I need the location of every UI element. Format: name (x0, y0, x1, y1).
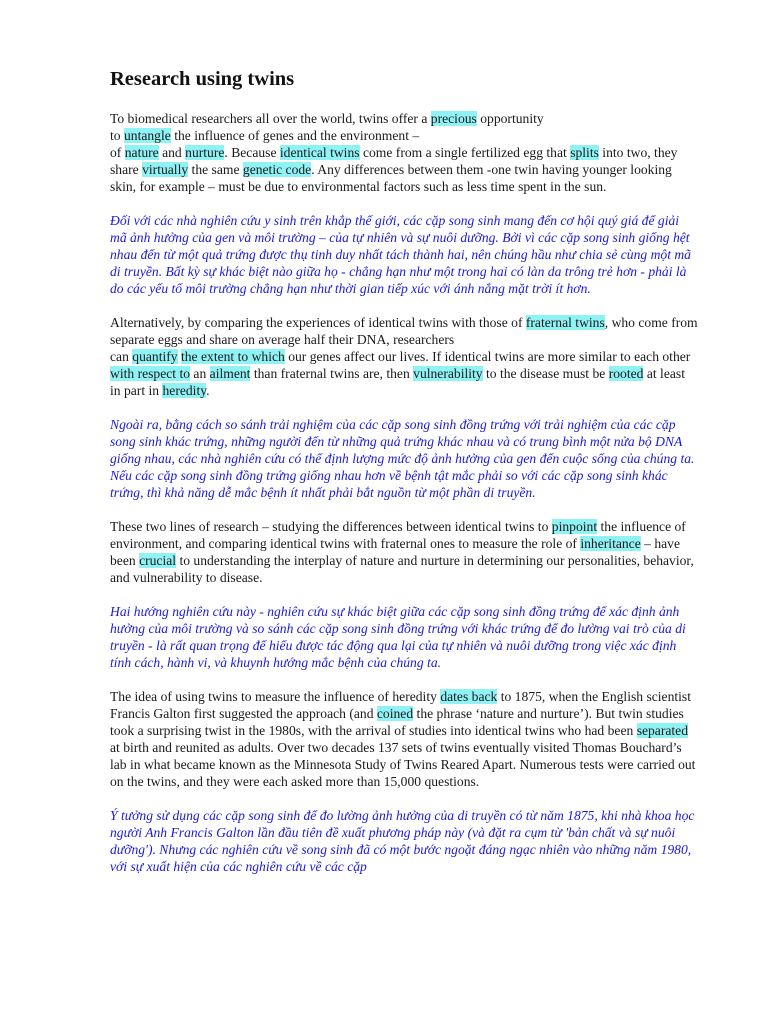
highlighted-term: genetic code (242, 162, 312, 177)
text-segment: come from a single fertilized egg that (359, 145, 571, 160)
paragraph-vietnamese (110, 416, 698, 501)
paragraph-vietnamese (110, 807, 698, 875)
text-segment: and (158, 145, 186, 160)
text-segment: of (110, 145, 125, 160)
text-segment: at least in part in (110, 366, 685, 398)
highlighted-term: crucial (139, 553, 177, 568)
text-segment: to (110, 128, 124, 143)
highlighted-term: virtually (142, 162, 189, 177)
highlighted-term: coined (376, 706, 414, 721)
text-segment: can (110, 349, 133, 364)
paragraph-english (110, 110, 698, 195)
highlighted-term: ailment (209, 366, 251, 381)
paragraph-vietnamese (110, 603, 698, 671)
text-segment: . Because (224, 145, 280, 160)
text-segment: our genes affect our lives. If identical twins are more similar to each other (284, 349, 691, 364)
text-segment: to understanding the interplay of nature and nurture in determining our personalities, behavior, and vulnerability to disease. (110, 553, 694, 585)
text-segment: than fraternal twins are, then (250, 366, 414, 381)
text-segment: Ý tưởng sử dụng các cặp song sinh để đo lường ảnh hưởng của di truyền có từ năm 1875, khi nhà khoa học người Anh Francis Galton lần đầu tiên đề xuất phương pháp này (và đặt ra cụm từ 'bản chất và sự nuôi dưỡng'). Nhưng các nghiên cứu về song sinh đã có một bước ngoặt đáng ngạc nhiên vào những năm 1980, với sự xuất hiện của các nghiên cứu về các cặp (110, 808, 695, 874)
highlighted-term: nurture (185, 145, 225, 160)
highlighted-term: splits (570, 145, 599, 160)
highlighted-term: identical twins (279, 145, 360, 160)
text-segment: . Any differences between them -one twin having younger looking skin, for example – must be due to environmental factors such as less time spent in the sun. (110, 162, 672, 194)
document-title: Research using twins (110, 68, 295, 90)
text-segment: Hai hướng nghiên cứu này - nghiên cứu sự khác biệt giữa các cặp song sinh đồng trứng để xác định ảnh hưởng của môi trường và so sánh các cặp song sinh đồng trứng với khác trứng để đo lường vai trò của di truyền - là rất quan trọng để hiểu được tác động qua lại của tự nhiên và nuôi dưỡng trong việc xác định tính cách, hành vi, và khuynh hướng mắc bệnh của chúng ta. (110, 604, 686, 670)
text-segment: to the disease must be (482, 366, 609, 381)
text-segment: to 1875, when the English scientist Francis Galton first suggested the approach (and (110, 689, 692, 721)
text-segment: an (190, 366, 210, 381)
text-segment: Alternatively, by comparing the experiences of identical twins with those of (110, 315, 526, 330)
highlighted-term: vulnerability (413, 366, 483, 381)
paragraph-vietnamese (110, 212, 698, 297)
text-segment: The idea of using twins to measure the influence of heredity (110, 689, 441, 704)
highlighted-term: nature (124, 145, 159, 160)
text-segment: opportunity (476, 111, 544, 126)
highlighted-term: untangle (123, 128, 171, 143)
highlighted-term: heredity (162, 383, 207, 398)
highlighted-term: precious (430, 111, 477, 126)
text-segment: To biomedical researchers all over the world, twins offer a (110, 111, 431, 126)
highlighted-term: inheritance (580, 536, 641, 551)
text-segment: at birth and reunited as adults. Over two decades 137 sets of twins eventually visited Thomas Bouchard’s lab in what became known as the Minnesota Study of Twins Reared Apart. Numerous tests were carried out on the twins, and they were each asked more than 15,000 questions. (110, 740, 696, 789)
text-segment: – have been (110, 536, 681, 568)
paragraph-english (110, 518, 698, 586)
text-segment: , who come from separate eggs and share on average half their DNA, researchers (110, 315, 698, 347)
highlighted-term: rooted (608, 366, 644, 381)
text-segment: the same (188, 162, 243, 177)
highlighted-term: fraternal twins (525, 315, 605, 330)
text-segment: Đối với các nhà nghiên cứu y sinh trên khắp thế giới, các cặp song sinh mang đến cơ hội quý giá để giải mã ảnh hưởng của gen và môi trường – của tự nhiên và sự nuôi dưỡng. Bởi vì các cặp song sinh giống hệt nhau đến từ một quả trứng được thụ tinh duy nhất tách thành hai, nên chúng hầu như chia sẻ cùng một mã di truyền. Bất kỳ sự khác biệt nào giữa họ - chẳng hạn như một trong hai có làn da trông trẻ hơn - phải là do các yếu tố môi trường chẳng hạn như thời gian tiếp xúc với ánh nắng mặt trời ít hơn. (110, 213, 691, 296)
document-page (110, 66, 698, 892)
text-segment: Ngoài ra, bằng cách so sánh trải nghiệm của các cặp song sinh đồng trứng với trải nghiệm của các cặp song sinh khác trứng, những người đến từ những quả trứng khác nhau và có trung bình một nửa bộ DNA giống nhau, các nhà nghiên cứu có thể định lượng mức độ ảnh hưởng của gen đến cuộc sống của chúng ta. Nếu các cặp song sinh đồng trứng giống nhau hơn về bệnh tật mắc phải so với các cặp song sinh khác trứng, thì khả năng dễ mắc bệnh ít nhất phải bắt nguồn từ một phần di truyền. (110, 417, 695, 500)
text-segment: the influence of genes and the environment – (170, 128, 420, 143)
text-segment: . (206, 383, 210, 398)
text-segment: These two lines of research – studying the differences between identical twins to (110, 519, 552, 534)
document-body (110, 110, 698, 875)
highlighted-term: separated (636, 723, 689, 738)
text-segment: the phrase ‘nature and nurture’). But twin studies took a surprising twist in the 1980s, with the arrival of studies into identical twins who had been (110, 706, 684, 738)
highlighted-term: dates back (440, 689, 498, 704)
text-segment: the influence of environment, and comparing identical twins with fraternal ones to measure the role of (110, 519, 686, 551)
text-segment: into two, they share (110, 145, 678, 177)
highlighted-term: with respect to (110, 366, 191, 381)
paragraph-english (110, 314, 698, 399)
highlighted-term: quantify (132, 349, 178, 364)
paragraph-english (110, 688, 698, 790)
highlighted-term: the extent to which (180, 349, 285, 364)
highlighted-term: pinpoint (551, 519, 598, 534)
